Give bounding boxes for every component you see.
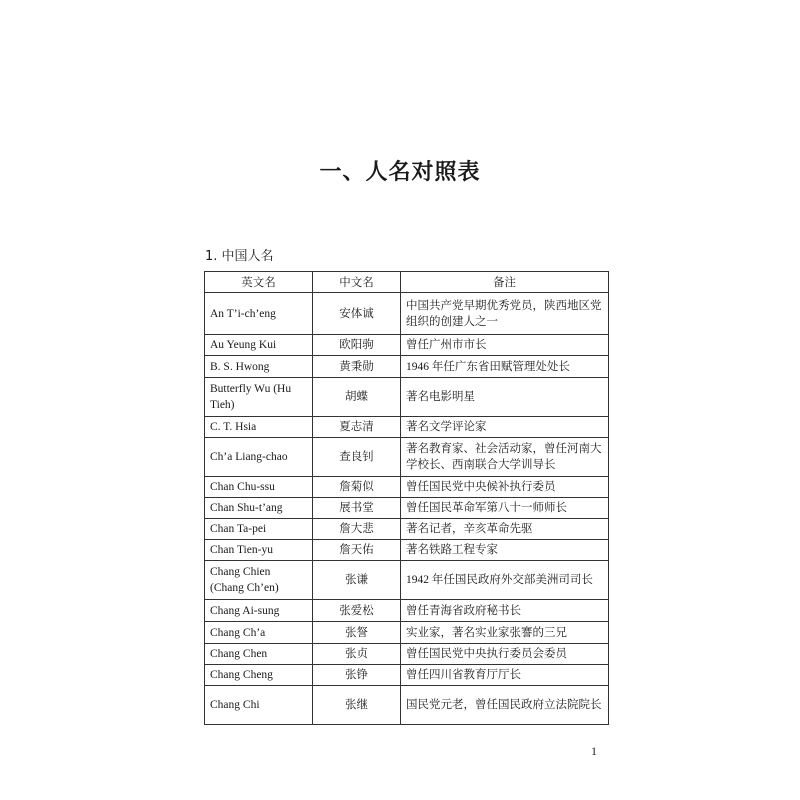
table-row [205, 519, 609, 540]
cell-remarks: 曾任国民党中央执行委员会委员 [401, 644, 609, 665]
cell-english-name: Au Yeung Kui [205, 335, 313, 356]
cell-english-name: C. T. Hsia [205, 417, 313, 438]
table-row [205, 293, 609, 335]
cell-english-name: Chan Chu-ssu [205, 477, 313, 498]
cell-english-name: Butterfly Wu (Hu Tieh) [205, 378, 313, 417]
table-row [205, 686, 609, 725]
cell-chinese-name: 胡蝶 [313, 378, 401, 417]
cell-remarks: 国民党元老，曾任国民政府立法院院长 [401, 686, 609, 725]
table-row [205, 644, 609, 665]
cell-chinese-name: 张谦 [313, 561, 401, 600]
cell-remarks: 实业家，著名实业家张謇的三兄 [401, 622, 609, 644]
page-number: 1 [591, 744, 597, 758]
cell-chinese-name: 张贞 [313, 644, 401, 665]
cell-remarks: 曾任广州市市长 [401, 335, 609, 356]
cell-chinese-name: 安体诚 [313, 293, 401, 335]
page-title: 一、人名对照表 [319, 160, 481, 185]
cell-chinese-name: 詹大悲 [313, 519, 401, 540]
cell-remarks: 曾任青海省政府秘书长 [401, 600, 609, 622]
cell-chinese-name: 詹菊似 [313, 477, 401, 498]
section-heading: 1. 中国人名 [205, 249, 274, 264]
cell-chinese-name: 张詧 [313, 622, 401, 644]
table-row [205, 622, 609, 644]
cell-remarks: 中国共产党早期优秀党员，陕西地区党组织的创建人之一 [401, 293, 609, 335]
cell-remarks: 著名电影明星 [401, 378, 609, 417]
cell-english-name: An T’i-ch’eng [205, 293, 313, 335]
cell-remarks: 著名记者，辛亥革命先驱 [401, 519, 609, 540]
cell-chinese-name: 詹天佑 [313, 540, 401, 561]
cell-chinese-name: 欧阳驹 [313, 335, 401, 356]
names-table [204, 271, 609, 725]
cell-english-name: Chang Cheng [205, 665, 313, 686]
cell-remarks: 曾任国民革命军第八十一师师长 [401, 498, 609, 519]
table-row [205, 600, 609, 622]
cell-english-name: Ch’a Liang-chao [205, 438, 313, 477]
table-row [205, 498, 609, 519]
table-row [205, 477, 609, 498]
cell-english-name: Chan Ta-pei [205, 519, 313, 540]
cell-remarks: 1942 年任国民政府外交部美洲司司长 [401, 561, 609, 600]
cell-remarks: 著名文学评论家 [401, 417, 609, 438]
cell-english-name: Chang Ch’a [205, 622, 313, 644]
cell-english-name: B. S. Hwong [205, 356, 313, 378]
header-english-name: 英文名 [205, 272, 313, 293]
cell-chinese-name: 查良钊 [313, 438, 401, 477]
cell-chinese-name: 张铮 [313, 665, 401, 686]
cell-remarks: 著名铁路工程专家 [401, 540, 609, 561]
table-body [205, 293, 609, 725]
cell-chinese-name: 黄秉勋 [313, 356, 401, 378]
table-row [205, 438, 609, 477]
cell-english-name: Chang Chi [205, 686, 313, 725]
table-row [205, 378, 609, 417]
cell-chinese-name: 张继 [313, 686, 401, 725]
table-row [205, 335, 609, 356]
cell-remarks: 著名教育家、社会活动家，曾任河南大学校长、西南联合大学训导长 [401, 438, 609, 477]
table-row [205, 356, 609, 378]
header-remarks: 备注 [401, 272, 609, 293]
cell-chinese-name: 展书堂 [313, 498, 401, 519]
cell-english-name: Chang Chien (Chang Ch’en) [205, 561, 313, 600]
cell-english-name: Chang Ai-sung [205, 600, 313, 622]
cell-remarks: 曾任国民党中央候补执行委员 [401, 477, 609, 498]
table-header-row [205, 272, 609, 293]
cell-english-name: Chan Tien-yu [205, 540, 313, 561]
cell-remarks: 1946 年任广东省田赋管理处处长 [401, 356, 609, 378]
cell-english-name: Chan Shu-t’ang [205, 498, 313, 519]
cell-english-name: Chang Chen [205, 644, 313, 665]
cell-remarks: 曾任四川省教育厅厅长 [401, 665, 609, 686]
table-row [205, 540, 609, 561]
table-row [205, 417, 609, 438]
header-chinese-name: 中文名 [313, 272, 401, 293]
table-row [205, 561, 609, 600]
cell-chinese-name: 张爱松 [313, 600, 401, 622]
cell-chinese-name: 夏志清 [313, 417, 401, 438]
table-row [205, 665, 609, 686]
